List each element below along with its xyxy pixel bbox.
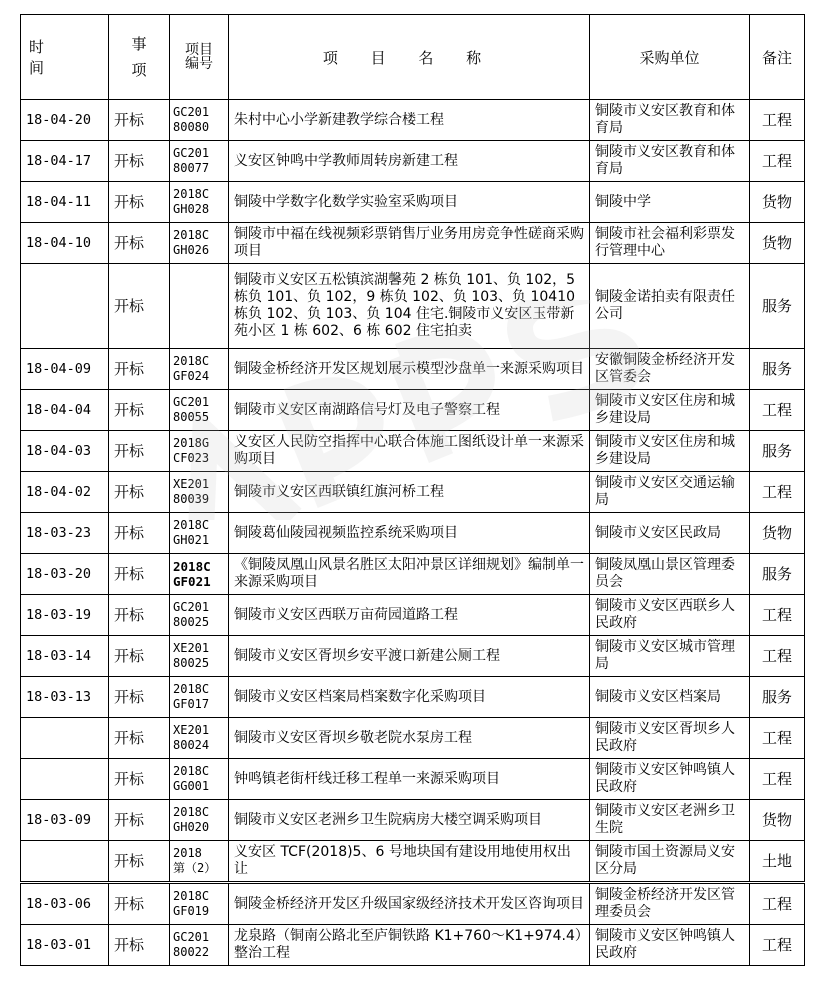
cell-note: 工程	[750, 390, 805, 431]
header-item-line1: 事	[131, 35, 147, 53]
table-row	[21, 883, 805, 925]
cell-code-line2: 80024	[173, 738, 210, 752]
cell-unit: 铜陵市义安区档案局	[590, 677, 750, 718]
cell-code	[170, 841, 229, 883]
cell-unit: 铜陵市义安区住房和城乡建设局	[590, 390, 750, 431]
cell-unit: 铜陵市义安区西联乡人民政府	[590, 595, 750, 636]
table-row	[21, 636, 805, 677]
cell-name: 铜陵市中福在线视频彩票销售厅业务用房竞争性磋商采购项目	[229, 223, 590, 264]
header-time: 时 间	[21, 15, 109, 100]
cell-note: 工程	[750, 759, 805, 800]
cell-date	[21, 264, 109, 349]
cell-note: 服务	[750, 554, 805, 595]
cell-type: 开标	[109, 431, 170, 472]
cell-code	[170, 554, 229, 595]
cell-code-line1: 2018G	[173, 436, 210, 450]
cell-code-line2: 第（2）	[173, 861, 217, 875]
cell-unit: 安徽铜陵金桥经济开发区管委会	[590, 349, 750, 390]
cell-name: 铜陵市义安区胥坝乡敬老院水泵房工程	[229, 718, 590, 759]
cell-code-line1: 2018C	[173, 805, 210, 819]
table-row	[21, 513, 805, 554]
cell-code-line2: 80025	[173, 615, 210, 629]
cell-code	[170, 677, 229, 718]
cell-code-line2: 80077	[173, 161, 210, 175]
cell-name: 龙泉路（铜南公路北至庐铜铁路 K1+760～K1+974.4）整治工程	[229, 925, 590, 966]
cell-code	[170, 472, 229, 513]
cell-code-line2: 80055	[173, 410, 210, 424]
cell-code-line2: GF017	[173, 697, 210, 711]
cell-type: 开标	[109, 223, 170, 264]
header-code-line1: 项目	[185, 42, 213, 58]
cell-date: 18-03-14	[21, 636, 109, 677]
cell-note: 货物	[750, 513, 805, 554]
cell-code	[170, 182, 229, 223]
cell-date: 18-04-04	[21, 390, 109, 431]
cell-unit: 铜陵市义安区住房和城乡建设局	[590, 431, 750, 472]
cell-unit: 铜陵金桥经济开发区管理委员会	[590, 883, 750, 925]
cell-code-line1: XE201	[173, 723, 210, 737]
cell-unit: 铜陵市义安区教育和体育局	[590, 100, 750, 141]
table-row	[21, 759, 805, 800]
table-row	[21, 223, 805, 264]
cell-unit: 铜陵市义安区胥坝乡人民政府	[590, 718, 750, 759]
table-row	[21, 595, 805, 636]
cell-code	[170, 800, 229, 841]
cell-code	[170, 883, 229, 925]
table-row	[21, 100, 805, 141]
header-item	[109, 15, 170, 100]
cell-code	[170, 759, 229, 800]
table-body	[21, 100, 805, 966]
cell-unit: 铜陵市义安区教育和体育局	[590, 141, 750, 182]
cell-unit: 铜陵市义安区城市管理局	[590, 636, 750, 677]
cell-unit: 铜陵中学	[590, 182, 750, 223]
table-row	[21, 925, 805, 966]
cell-note: 工程	[750, 883, 805, 925]
table-row	[21, 841, 805, 883]
procurement-table	[20, 14, 805, 966]
cell-code-line2: GH026	[173, 243, 210, 257]
cell-type: 开标	[109, 472, 170, 513]
cell-code-line2: GH020	[173, 820, 210, 834]
cell-type: 开标	[109, 100, 170, 141]
cell-code	[170, 100, 229, 141]
cell-type: 开标	[109, 390, 170, 431]
cell-type: 开标	[109, 264, 170, 349]
cell-code	[170, 636, 229, 677]
cell-code-line2: 80039	[173, 492, 210, 506]
cell-date	[21, 759, 109, 800]
cell-note: 货物	[750, 182, 805, 223]
cell-date: 18-04-17	[21, 141, 109, 182]
cell-code-line2: GF024	[173, 369, 210, 383]
table-row	[21, 472, 805, 513]
cell-code-line2: GF021	[173, 574, 211, 589]
cell-name: 铜陵市义安区档案局档案数字化采购项目	[229, 677, 590, 718]
cell-note: 工程	[750, 595, 805, 636]
cell-type: 开标	[109, 182, 170, 223]
cell-note: 货物	[750, 800, 805, 841]
cell-name: 铜陵市义安区西联镇红旗河桥工程	[229, 472, 590, 513]
cell-type: 开标	[109, 800, 170, 841]
cell-code-line2: GH028	[173, 202, 210, 216]
cell-note: 服务	[750, 264, 805, 349]
cell-note: 工程	[750, 925, 805, 966]
cell-code-line1: 2018	[173, 846, 202, 860]
header-unit: 采购单位	[590, 15, 750, 100]
cell-note: 工程	[750, 718, 805, 759]
table-row	[21, 349, 805, 390]
cell-code-line1: 2018C	[173, 354, 210, 368]
cell-unit: 铜陵市义安区钟鸣镇人民政府	[590, 759, 750, 800]
cell-unit: 铜陵市义安区交通运输局	[590, 472, 750, 513]
table-row	[21, 390, 805, 431]
cell-name: 义安区 TCF(2018)5、6 号地块国有建设用地使用权出让	[229, 841, 590, 883]
cell-code	[170, 718, 229, 759]
cell-code-line2: GH021	[173, 533, 210, 547]
table-row	[21, 554, 805, 595]
header-row	[21, 15, 805, 100]
cell-date: 18-03-20	[21, 554, 109, 595]
cell-note: 工程	[750, 141, 805, 182]
cell-note: 工程	[750, 472, 805, 513]
cell-name: 铜陵中学数字化数学实验室采购项目	[229, 182, 590, 223]
cell-date	[21, 841, 109, 883]
cell-code	[170, 223, 229, 264]
cell-date: 18-03-09	[21, 800, 109, 841]
cell-type: 开标	[109, 677, 170, 718]
cell-code-line2: 80022	[173, 945, 210, 959]
cell-name: 铜陵市义安区老洲乡卫生院病房大楼空调采购项目	[229, 800, 590, 841]
cell-note: 工程	[750, 100, 805, 141]
cell-code	[170, 349, 229, 390]
cell-code	[170, 431, 229, 472]
cell-note: 货物	[750, 223, 805, 264]
cell-date: 18-04-02	[21, 472, 109, 513]
cell-code-line1: 2018C	[173, 764, 210, 778]
cell-type: 开标	[109, 141, 170, 182]
cell-code-line1: 2018C	[173, 187, 210, 201]
cell-note: 服务	[750, 677, 805, 718]
cell-code-line1: 2018C	[173, 559, 211, 574]
cell-code-line2: GF019	[173, 904, 210, 918]
cell-unit: 铜陵市义安区钟鸣镇人民政府	[590, 925, 750, 966]
cell-type: 开标	[109, 595, 170, 636]
cell-date: 18-03-06	[21, 883, 109, 925]
cell-type: 开标	[109, 636, 170, 677]
cell-code-line1: 2018C	[173, 682, 210, 696]
cell-code-line2: GG001	[173, 779, 210, 793]
cell-name: 铜陵金桥经济开发区升级国家级经济技术开发区咨询项目	[229, 883, 590, 925]
cell-name: 《铜陵凤凰山风景名胜区太阳冲景区详细规划》编制单一来源采购项目	[229, 554, 590, 595]
cell-code	[170, 513, 229, 554]
cell-name: 钟鸣镇老街杆线迁移工程单一来源采购项目	[229, 759, 590, 800]
cell-name: 铜陵市义安区五松镇滨湖馨苑 2 栋负 101、负 102，5 栋负 101、负 102，9 栋负 102、负 103、负 10410 栋负 102、负 103、负 104 住宅.铜陵市义安区玉带新苑小区 1 栋 602、6 栋 602 住宅拍卖	[229, 264, 590, 349]
table-row	[21, 800, 805, 841]
cell-name: 铜陵市义安区西联万亩荷园道路工程	[229, 595, 590, 636]
cell-name: 铜陵市义安区胥坝乡安平渡口新建公厕工程	[229, 636, 590, 677]
cell-type: 开标	[109, 841, 170, 883]
table-row	[21, 264, 805, 349]
cell-code-line1: GC201	[173, 105, 210, 119]
cell-name: 义安区钟鸣中学教师周转房新建工程	[229, 141, 590, 182]
cell-date	[21, 718, 109, 759]
cell-code-line1: GC201	[173, 930, 210, 944]
cell-date: 18-03-13	[21, 677, 109, 718]
cell-code	[170, 390, 229, 431]
cell-code-line1: XE201	[173, 477, 210, 491]
cell-code-line2: 80025	[173, 656, 210, 670]
cell-date: 18-04-09	[21, 349, 109, 390]
cell-name: 铜陵葛仙陵园视频监控系统采购项目	[229, 513, 590, 554]
cell-code	[170, 925, 229, 966]
cell-code	[170, 595, 229, 636]
cell-name: 铜陵市义安区南湖路信号灯及电子警察工程	[229, 390, 590, 431]
header-code	[170, 15, 229, 100]
table-row	[21, 141, 805, 182]
header-name: 项 目 名 称	[229, 15, 590, 100]
cell-date: 18-03-23	[21, 513, 109, 554]
cell-type: 开标	[109, 759, 170, 800]
cell-code-line2: 80080	[173, 120, 210, 134]
cell-note: 服务	[750, 431, 805, 472]
header-note: 备注	[750, 15, 805, 100]
cell-type: 开标	[109, 925, 170, 966]
cell-name: 义安区人民防空指挥中心联合体施工图纸设计单一来源采购项目	[229, 431, 590, 472]
header-code-line2: 编号	[185, 56, 213, 72]
cell-unit: 铜陵市义安区民政局	[590, 513, 750, 554]
cell-unit: 铜陵金诺拍卖有限责任公司	[590, 264, 750, 349]
cell-date: 18-04-11	[21, 182, 109, 223]
cell-date: 18-04-10	[21, 223, 109, 264]
cell-unit: 铜陵市义安区老洲乡卫生院	[590, 800, 750, 841]
cell-unit: 铜陵市国土资源局义安区分局	[590, 841, 750, 883]
cell-code-line2: CF023	[173, 451, 210, 465]
table-row	[21, 718, 805, 759]
cell-code-line1: 2018C	[173, 228, 210, 242]
cell-type: 开标	[109, 883, 170, 925]
cell-code	[170, 264, 229, 349]
cell-type: 开标	[109, 554, 170, 595]
cell-code-line1: 2018C	[173, 889, 210, 903]
table-row	[21, 677, 805, 718]
cell-date: 18-03-19	[21, 595, 109, 636]
cell-note: 服务	[750, 349, 805, 390]
cell-unit: 铜陵凤凰山景区管理委员会	[590, 554, 750, 595]
cell-type: 开标	[109, 513, 170, 554]
cell-type: 开标	[109, 349, 170, 390]
cell-code-line1: GC201	[173, 395, 210, 409]
cell-code-line1: 2018C	[173, 518, 210, 532]
cell-name: 铜陵金桥经济开发区规划展示模型沙盘单一来源采购项目	[229, 349, 590, 390]
header-item-line2: 项	[131, 61, 147, 79]
cell-note: 工程	[750, 636, 805, 677]
cell-type: 开标	[109, 718, 170, 759]
cell-code-line1: XE201	[173, 641, 210, 655]
cell-date: 18-03-01	[21, 925, 109, 966]
cell-name: 朱村中心小学新建教学综合楼工程	[229, 100, 590, 141]
cell-code-line1: GC201	[173, 600, 210, 614]
cell-unit: 铜陵市社会福利彩票发行管理中心	[590, 223, 750, 264]
cell-code-line1: GC201	[173, 146, 210, 160]
cell-date: 18-04-03	[21, 431, 109, 472]
cell-code	[170, 141, 229, 182]
table-row	[21, 431, 805, 472]
cell-note: 土地	[750, 841, 805, 883]
table-row	[21, 182, 805, 223]
cell-date: 18-04-20	[21, 100, 109, 141]
